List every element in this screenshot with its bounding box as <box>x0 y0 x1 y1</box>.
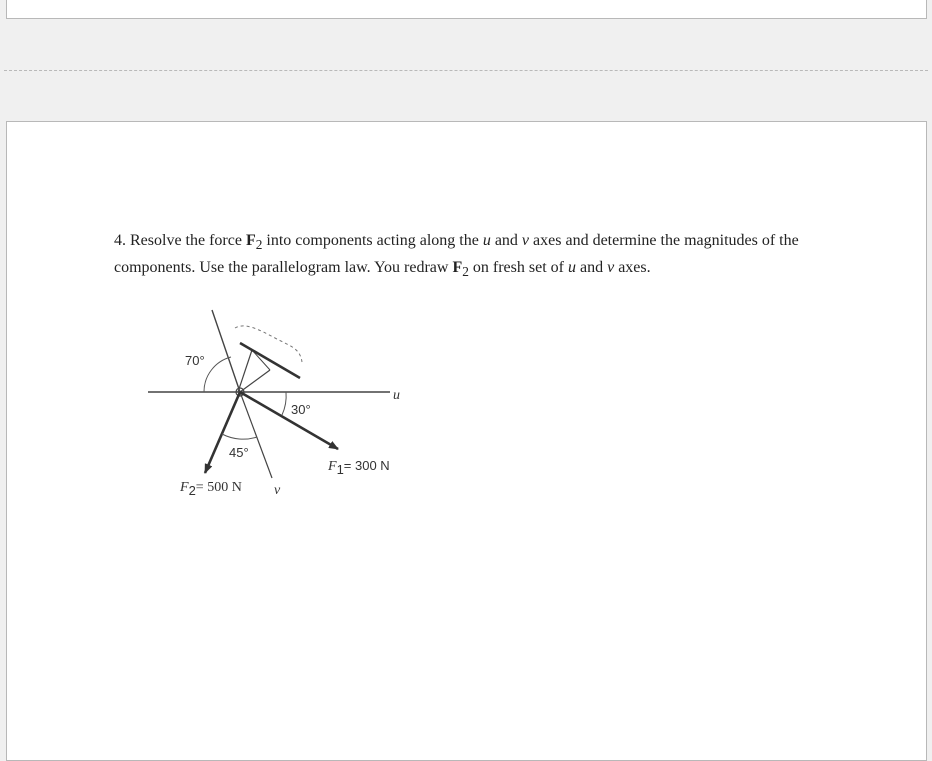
seventy-degree-line <box>212 310 240 392</box>
arc-45 <box>222 434 257 439</box>
f1-label: $F_1^{= 300 N}$ <box>328 458 390 477</box>
v-axis-label: v <box>274 483 281 498</box>
f2-label: $F_2= 500$ N <box>180 480 242 498</box>
v-axis-line <box>240 392 272 478</box>
force-diagram <box>140 300 420 510</box>
section-divider <box>4 70 928 71</box>
previous-question-card <box>6 0 927 19</box>
arc-30 <box>282 392 286 415</box>
arc-70 <box>204 357 231 392</box>
u-axis-label: u <box>393 388 400 403</box>
f1-arrow <box>240 392 338 449</box>
f2-arrow <box>205 392 240 473</box>
question-text: 4. Resolve the force $F_2$ into components acting along the u and v axes and determine the magnitudes of the components. Use the parallelogram law. You redraw $F_2$ on fresh set of u and v axes. <box>114 232 799 279</box>
angle-45-label: 45° <box>229 445 249 460</box>
angle-70-label: 70° <box>185 353 205 368</box>
question-number: 4. <box>114 232 126 249</box>
support-bracket <box>235 326 302 396</box>
angle-30-label: 30° <box>291 402 311 417</box>
